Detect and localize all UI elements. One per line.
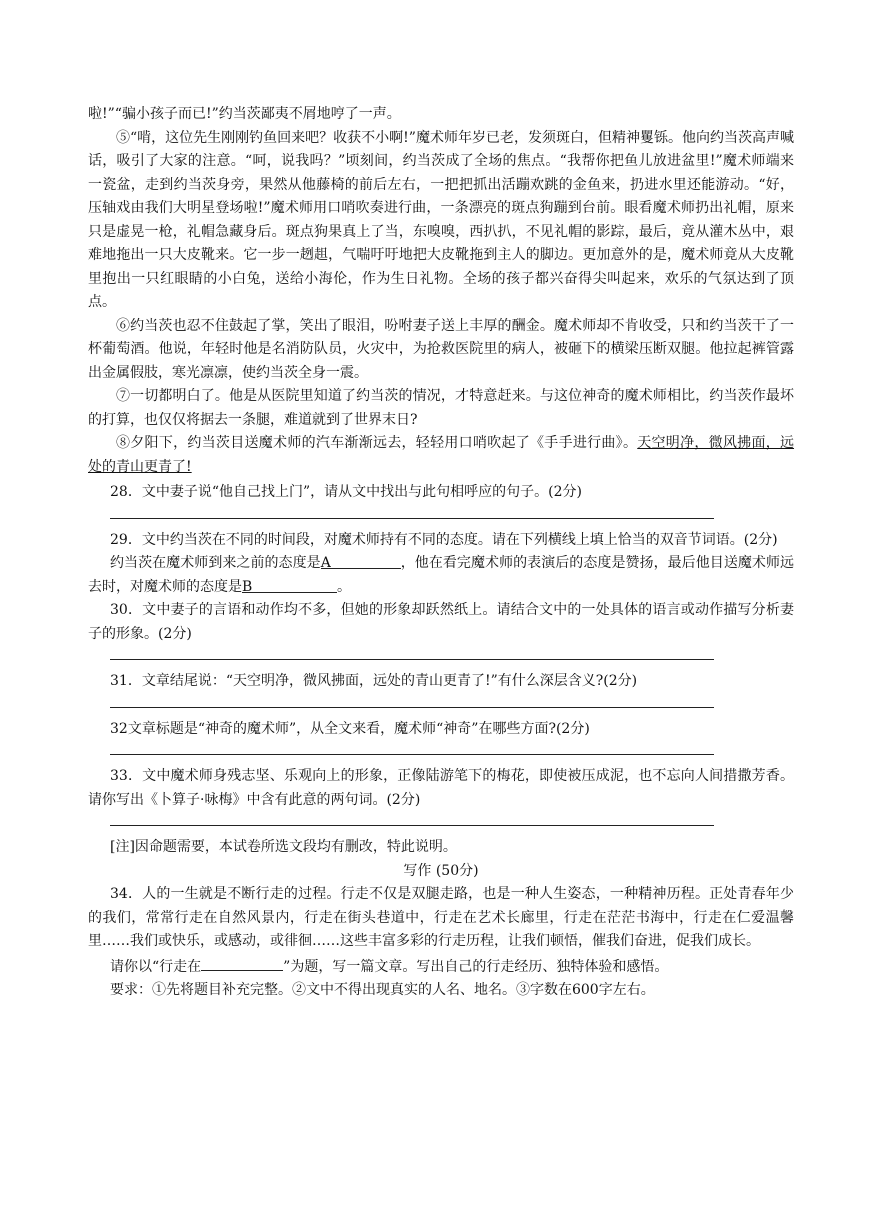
prompt-text-end: ”为题，写一篇文章。写出自己的行走经历、独特体验和感悟。 (283, 958, 669, 975)
writing-heading: 写作 (50分) (403, 862, 479, 879)
prompt-text-start: 请你以“行走在 (110, 958, 202, 975)
question-29-fill (88, 552, 794, 599)
blank-b[interactable] (242, 576, 337, 593)
fill-text-end: 。 (337, 578, 351, 595)
paragraph-8-text: ⑧夕阳下，约当茨目送魔术师的汽车渐渐远去，轻轻用口哨吹起了《手手进行曲》。 (116, 435, 638, 451)
writing-prompt (88, 954, 794, 980)
writing-requirements: 要求：①先将题目补充完整。②文中不得出现真实的人名、地名。③字数在600字左右。 (110, 982, 655, 998)
question-32: 32文章标题是“神奇的魔术师”，从全文来看，魔术师“神奇”在哪些方面?(2分) (110, 720, 590, 737)
fill-text-middle: ，他在看完魔术师的表演后的态度是赞扬，最后他目送魔术师远去时，对魔术师的态度是 (88, 555, 795, 595)
question-29: 29．文中约当茨在不同的时间段，对魔术师持有不同的态度。请在下列横线上填上恰当的双音节词语。(2分) (110, 531, 778, 548)
question-30: 30．文中妻子的言语和动作均不多，但她的形象却跃然纸上。请结合文中的一处具体的语言或动作描写分析妻子的形象。(2分) (88, 602, 794, 642)
underlined-ending-sentence: 天空明净，微风拂面，远处的青山更青了! (88, 435, 795, 475)
blank-a[interactable] (321, 552, 401, 569)
blank-a-label: A (320, 555, 331, 571)
fill-text-start: 约当茨在魔术师到来之前的态度是 (110, 555, 321, 571)
answer-line-32[interactable] (110, 741, 714, 755)
exam-text (88, 103, 794, 1003)
passage-paragraph-5: ⑤“啃，这位先生刚刚钓鱼回来吧？收获不小啊!”魔术师年岁已老，发须斑白，但精神矍铄。他向约当茨高声喊话，吸引了大家的注意。“呵，说我吗？”顷刻间，约当茨成了全场的焦点。“我帮你把鱼儿放进盆里!”魔术师端来一瓷盆，走到约当茨身旁，果然从他藤椅的前后左右，一把把抓出活蹦欢跳的金鱼来，扔进水里还能游动。“好，压轴戏由我们大明星登场啦!”魔术师用口哨吹奏进行曲，一条漂亮的斑点狗蹦到台前。眼看魔术师扔出礼帽，原来只是虚晃一枪，礼帽急藏身后。斑点狗果真上了当，东嗅嗅，西扒扒，不见礼帽的影踪，最后，竟从灌木丛中，艰难地拖出一只大皮靴来。它一步一趔趄，气喘吁吁地把大皮靴拖到主人的脚边。更加意外的是，魔术师竟从大皮靴里抱出一只红眼睛的小白兔，送给小海伦，作为生日礼物。全场的孩子都兴奋得尖叫起来，欢乐的气氛达到了顶点。 (88, 129, 794, 310)
passage-paragraph-7: ⑦一切都明白了。他是从医院里知道了约当茨的情况，才特意赶来。与这位神奇的魔术师相比，约当茨作最坏的打算，也仅仅将据去一条腿，难道就到了世界末日? (88, 388, 794, 428)
answer-line-33[interactable] (110, 812, 714, 826)
title-blank[interactable] (201, 954, 283, 971)
answer-line-31[interactable] (110, 694, 714, 708)
answer-line-28[interactable] (110, 505, 714, 519)
question-28: 28．文中妻子说“他自己找上门”，请从文中找出与此句相呼应的句子。(2分) (110, 484, 582, 500)
blank-b-label: B (242, 578, 253, 595)
passage-paragraph-6: ⑥约当茨也忍不住鼓起了掌，笑出了眼泪，吩咐妻子送上丰厚的酬金。魔术师却不肯收受，只和约当茨干了一杯葡萄酒。他说，年轻时他是名消防队员，火灾中，为抢救医院里的病人，被砸下的横梁压断双腿。他拉起裤管露出金属假肢，寒光凛凛，使约当茨全身一震。 (88, 317, 794, 381)
question-31: 31．文章结尾说：“天空明净，微风拂面，远处的青山更青了!”有什么深层含义?(2分) (110, 673, 638, 689)
editor-note: [注]因命题需要，本试卷所选文段均有删改，特此说明。 (110, 839, 457, 855)
answer-line-30[interactable] (110, 646, 714, 660)
question-34: 34．人的一生就是不断行走的过程。行走不仅是双腿走路，也是一种人生姿态，一种精神历程。正处青春年少的我们，常常行走在自然风景内，行走在街头巷道中，行走在艺术长廊里，行走在茫茫书海中，行走在仁爱温馨里……我们或快乐，或感动，或徘徊……这些丰富多彩的行走历程，让我们顿悟，催我们奋进，促我们成长。 (88, 886, 794, 949)
passage-paragraph-8 (88, 432, 794, 479)
question-33: 33．文中魔术师身残志坚、乐观向上的形象，正像陆游笔下的梅花，即使被压成泥，也不忘向人间措撒芳香。请你写出《卜算子·咏梅》中含有此意的两句词。(2分) (88, 768, 794, 808)
passage-paragraph-4-end: 啦!”“骗小孩子而已!”约当茨鄙夷不屑地哼了一声。 (88, 106, 401, 122)
